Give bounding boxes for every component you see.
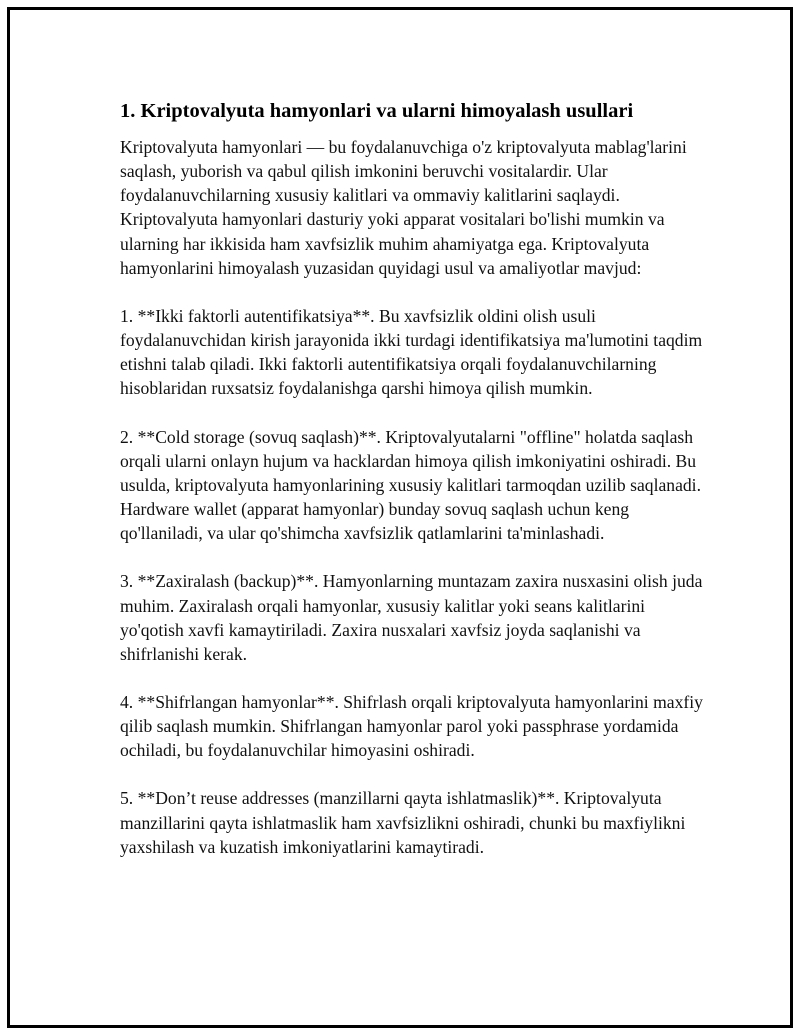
document-body [120,97,710,859]
list-item-cold-storage: 2. **Cold storage (sovuq saqlash)**. Kriptovalyutalarni "offline" holatda saqlash orqali ularni onlayn hujum va hacklardan himoya qilish imkoniyatini oshiradi. Bu usulda, kriptovalyuta hamyonlarining xususiy kalitlari tarmoqdan uzilib saqlanadi. Hardware wallet (apparat hamyonlar) bunday sovuq saqlash uchun keng qo'llaniladi, va ular qo'shimcha xavfsizlik qatlamlarini ta'minlashadi. [120,426,701,544]
list-item-encrypted-wallets: 4. **Shifrlangan hamyonlar**. Shifrlash orqali kriptovalyuta hamyonlarini maxfiy qilib saqlash mumkin. Shifrlangan hamyonlar parol yoki passphrase yordamida ochiladi, bu foydalanuvchilar himoyasini oshiradi. [120,691,703,761]
intro-paragraph: Kriptovalyuta hamyonlari — bu foydalanuvchiga o'z kriptovalyuta mablag'larini saqlash, yuborish va qabul qilish imkonini beruvchi vositalardir. Ular foydalanuvchilarning xususiy kalitlari va ommaviy kalitlarini saqlaydi. Kriptovalyuta hamyonlari dasturiy yoki apparat vositalari bo'lishi mumkin va ularning har ikkisida ham xavfsizlik muhim ahamiyatga ega. Kriptovalyuta hamyonlarini himoyalash yuzasidan quyidagi usul va amaliyotlar mavjud: [120,137,687,278]
list-item-address-reuse: 5. **Don’t reuse addresses (manzillarni qayta ishlatmaslik)**. Kriptovalyuta manzillarini qayta ishlatmaslik ham xavfsizlikni oshiradi, chunki bu maxfiylikni yaxshilash va kuzatish imkoniyatlarini kamaytiradi. [120,788,686,857]
list-item-backup: 3. **Zaxiralash (backup)**. Hamyonlarning muntazam zaxira nusxasini olish juda muhim. Zaxiralash orqali hamyonlar, xususiy kalitlar yoki seans kalitlarini yo'qotish xavfi kamaytiriladi. Zaxira nusxalari xavfsiz joyda saqlanishi va shifrlanishi kerak. [120,571,703,664]
page-frame [7,7,793,1028]
document-title: 1. Kriptovalyuta hamyonlari va ularni himoyalash usullari [120,100,634,122]
list-item-two-factor-auth: 1. **Ikki faktorli autentifikatsiya**. Bu xavfsizlik oldini olish usuli foydalanuvchidan kirish jarayonida ikki turdagi identifikatsiya ma'lumotini taqdim etishni talab qiladi. Ikki faktorli autentifikatsiya orqali foydalanuvchilarning hisoblaridan ruxsatsiz foydalanishga qarshi himoya qilish mumkin. [120,305,703,399]
